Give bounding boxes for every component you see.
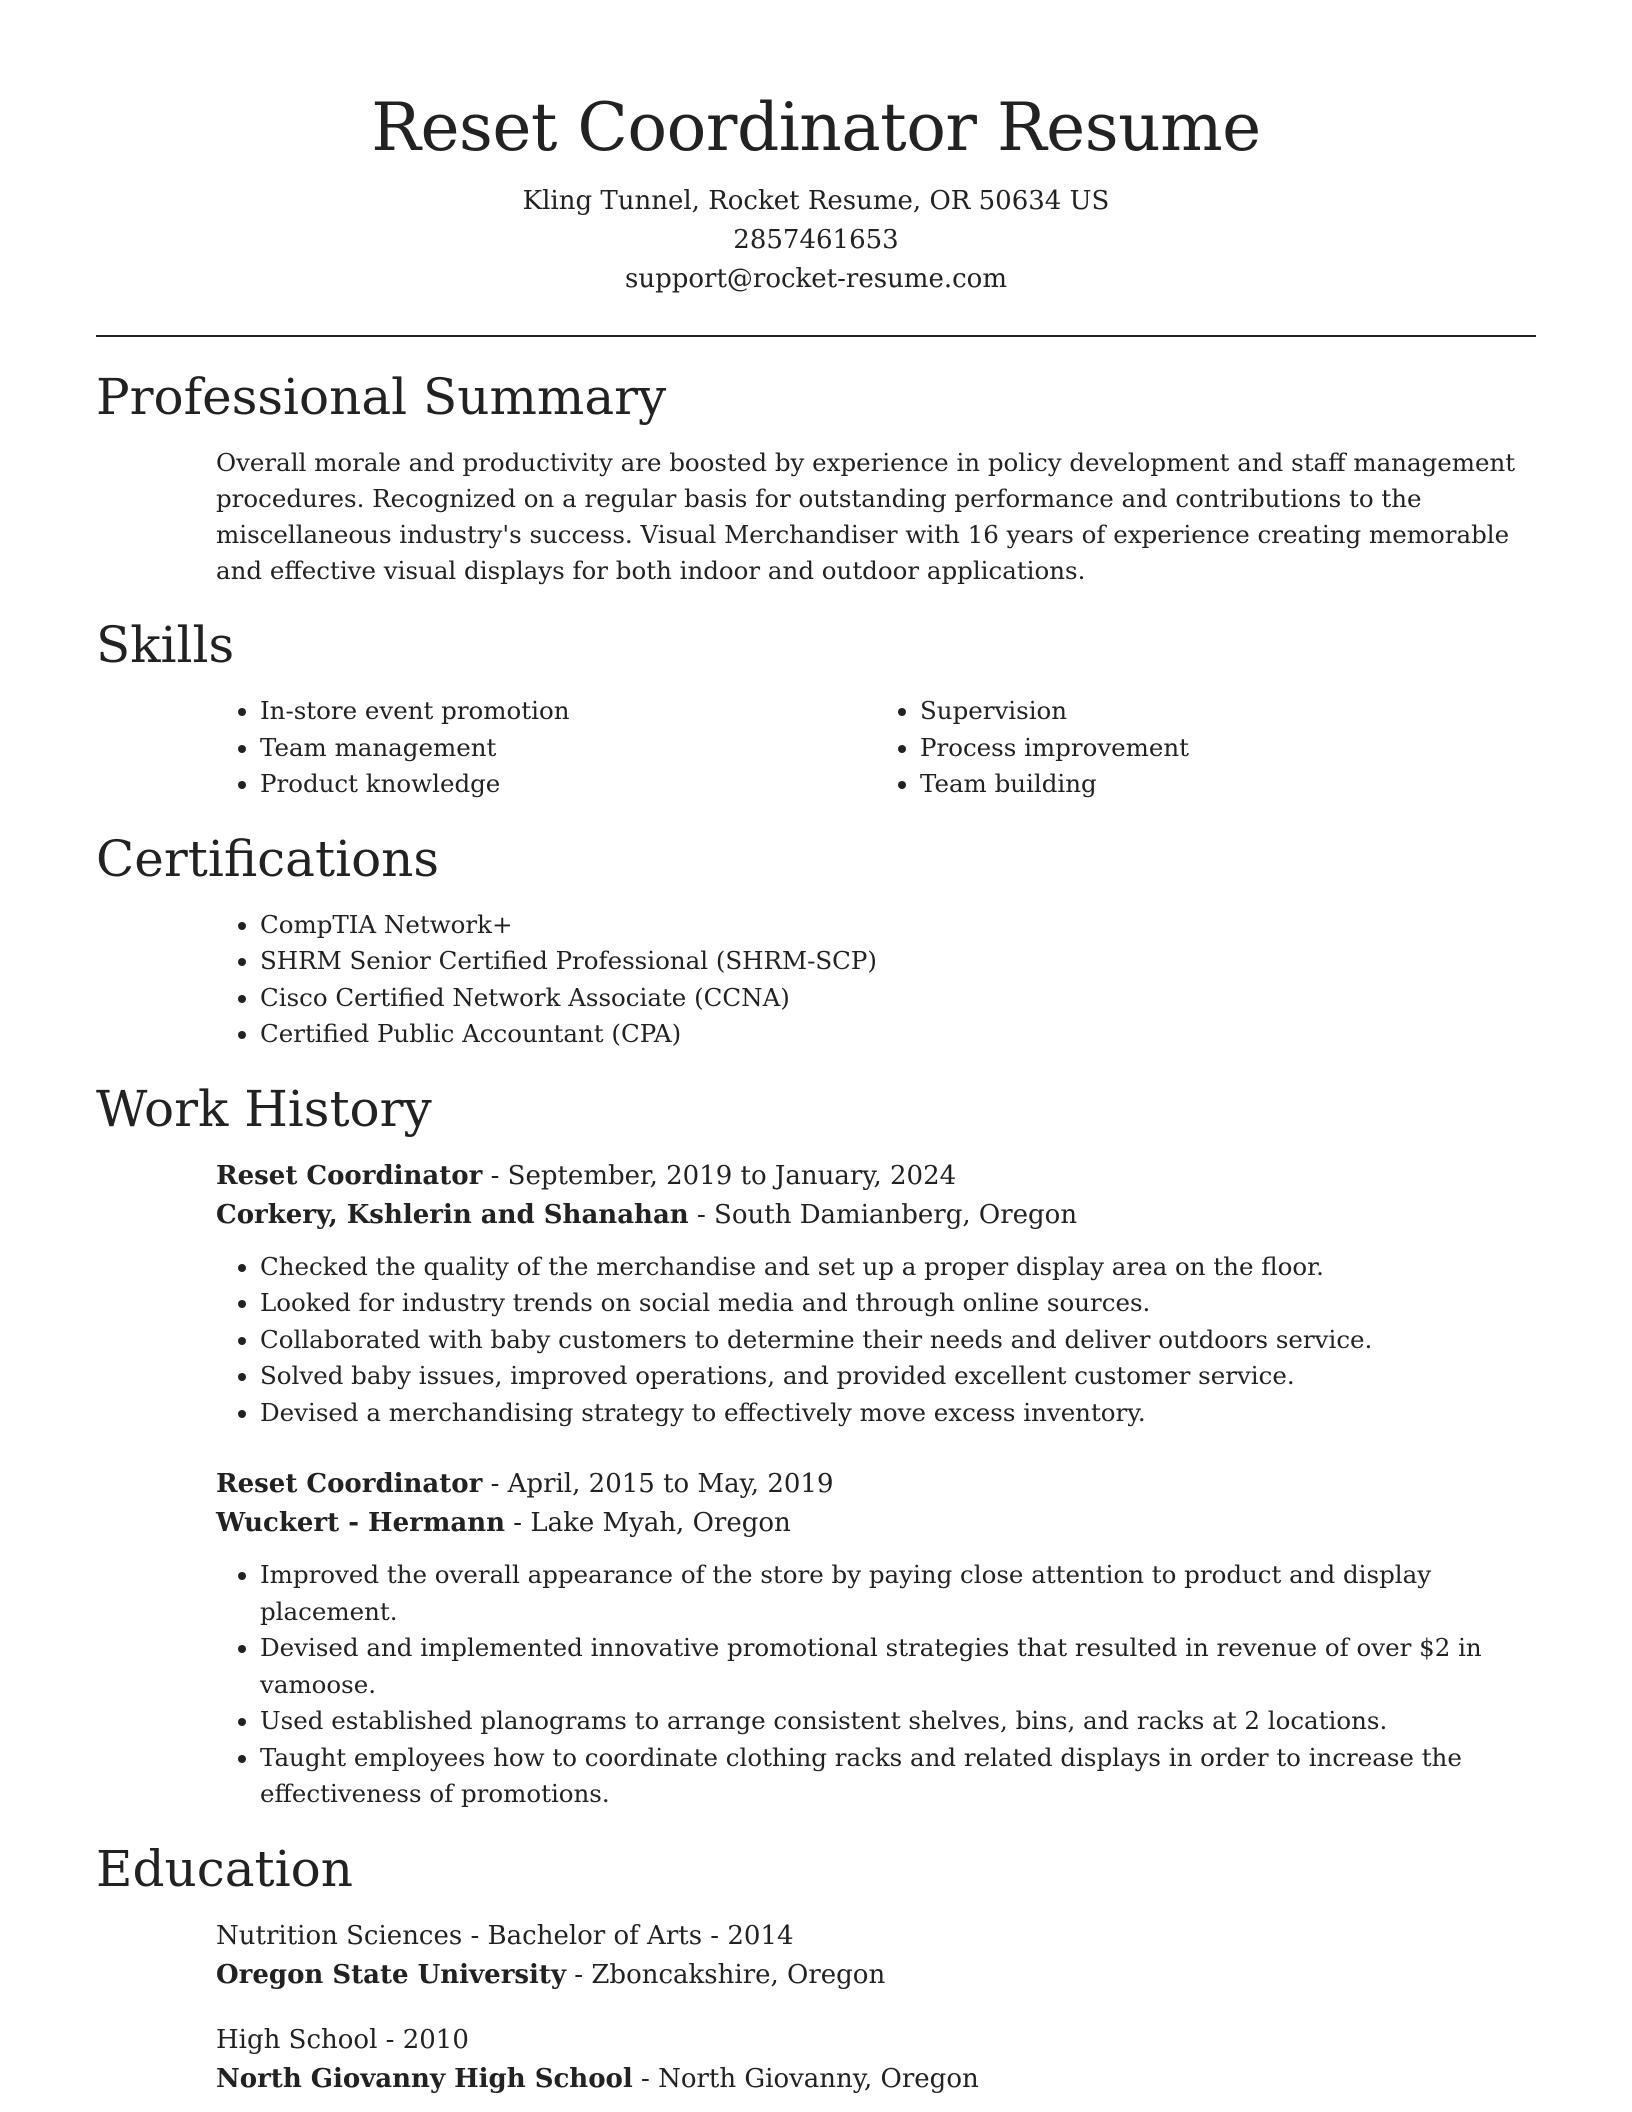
job-duty: • Improved the overall appearance of the store by paying close attention to product and display placement. xyxy=(260,1557,1536,1630)
certifications-list xyxy=(216,907,1536,1053)
job-entry xyxy=(216,1157,1536,1432)
job-duty: • Checked the quality of the merchandise and set up a proper display area on the floor. xyxy=(260,1249,1536,1286)
education-degree: Nutrition Sciences - Bachelor of Arts - 2014 xyxy=(216,1920,794,1951)
education-school: North Giovanny High School xyxy=(216,2063,633,2094)
job-entry xyxy=(216,1465,1536,1813)
skills-grid xyxy=(216,693,1536,803)
skill-item: • Supervision xyxy=(920,693,1536,730)
job-location: - Lake Myah, Oregon xyxy=(505,1508,791,1538)
job-duty: • Solved baby issues, improved operations, and provided excellent customer service. xyxy=(260,1358,1536,1395)
job-duty: • Looked for industry trends on social media and through online sources. xyxy=(260,1285,1536,1322)
certification-item: • Cisco Certified Network Associate (CCNA) xyxy=(260,980,1536,1017)
education-entry xyxy=(216,2021,1536,2099)
job-duty: • Devised and implemented innovative promotional strategies that resulted in revenue of over $2 in vamoose. xyxy=(260,1630,1536,1703)
job-company-line xyxy=(216,1196,1536,1235)
certifications-heading: Certifications xyxy=(96,829,440,888)
skills-heading: Skills xyxy=(96,616,235,674)
certification-item: • CompTIA Network+ xyxy=(260,907,1536,944)
job-dates: - September, 2019 to January, 2024 xyxy=(482,1160,957,1191)
job-role: Reset Coordinator xyxy=(216,1160,483,1191)
work-history-section xyxy=(96,1079,1536,1813)
job-duty: • Collaborated with baby customers to determine their needs and deliver outdoors service. xyxy=(260,1322,1536,1359)
certifications-body xyxy=(216,907,1536,1053)
job-duties-list xyxy=(216,1249,1536,1432)
job-title-line xyxy=(216,1465,1536,1504)
skill-item: • Team building xyxy=(920,766,1536,803)
certification-item: • SHRM Senior Certified Professional (SHRM-SCP) xyxy=(260,943,1536,980)
job-duty: • Used established planograms to arrange consistent shelves, bins, and racks at 2 locations. xyxy=(260,1703,1536,1740)
summary-heading: Professional Summary xyxy=(96,368,667,426)
summary-section xyxy=(96,367,1536,589)
education-school-line xyxy=(216,2060,1536,2099)
contact-info xyxy=(96,182,1536,299)
education-degree: High School - 2010 xyxy=(216,2024,469,2055)
skill-item: • Process improvement xyxy=(920,730,1536,767)
job-location: - South Damianberg, Oregon xyxy=(688,1199,1078,1230)
education-location: - Zboncakshire, Oregon xyxy=(566,1959,886,1990)
contact-phone: 2857461653 xyxy=(733,225,899,255)
contact-email: support@rocket-resume.com xyxy=(624,264,1007,294)
job-company-line xyxy=(216,1504,1536,1543)
certification-item: • Certified Public Accountant (CPA) xyxy=(260,1016,1536,1053)
job-duty: • Taught employees how to coordinate clothing racks and related displays in order to increase the effectiveness of promotions. xyxy=(260,1740,1536,1813)
job-duty: • Devised a merchandising strategy to effectively move excess inventory. xyxy=(260,1395,1536,1432)
contact-address: Kling Tunnel, Rocket Resume, OR 50634 US xyxy=(522,186,1110,216)
resume-title: Reset Coordinator Resume xyxy=(371,89,1261,166)
job-role: Reset Coordinator xyxy=(216,1469,483,1499)
education-school: Oregon State University xyxy=(216,1959,567,1990)
job-title-line xyxy=(216,1157,1536,1196)
summary-text: Overall morale and productivity are boosted by experience in policy development and staff management procedures. Recognized on a regular basis for outstanding performance and contributions to the miscellaneous industry's success. Visual Merchandiser with 16 years of experience creating memorable and effective visual displays for both indoor and outdoor applications. xyxy=(216,448,1516,585)
education-entry xyxy=(216,1917,1536,1995)
resume-header xyxy=(96,0,1536,299)
education-location: - North Giovanny, Oregon xyxy=(632,2063,979,2094)
skills-list-right xyxy=(876,693,1536,803)
skill-item: • Team management xyxy=(260,730,876,767)
skill-item: • In-store event promotion xyxy=(260,693,876,730)
work-history-heading: Work History xyxy=(96,1079,432,1138)
education-school-line xyxy=(216,1956,1536,1995)
job-company: Wuckert - Hermann xyxy=(216,1508,506,1538)
skill-item: • Product knowledge xyxy=(260,766,876,803)
header-divider xyxy=(96,335,1536,337)
job-duties-list xyxy=(216,1557,1536,1813)
job-company: Corkery, Kshlerin and Shanahan xyxy=(216,1199,689,1230)
job-dates: - April, 2015 to May, 2019 xyxy=(482,1469,834,1499)
education-section xyxy=(96,1839,1536,2099)
skills-list-left xyxy=(216,693,876,803)
skills-section xyxy=(96,615,1536,803)
certifications-section xyxy=(96,829,1536,1053)
education-heading: Education xyxy=(96,1839,353,1898)
